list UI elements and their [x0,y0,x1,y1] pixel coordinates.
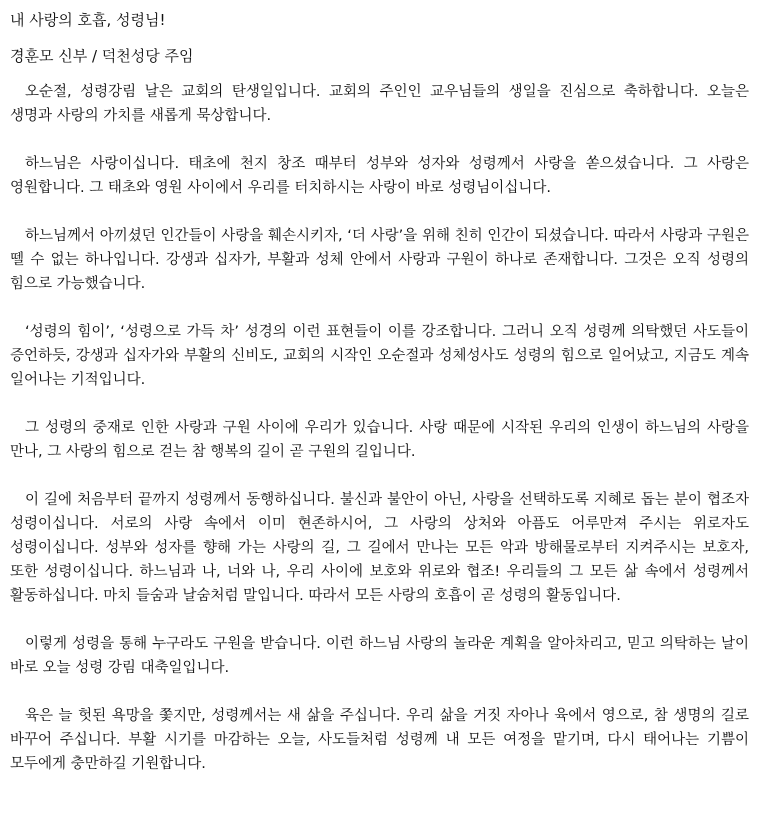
paragraph-5: 그 성령의 중재로 인한 사랑과 구원 사이에 우리가 있습니다. 사랑 때문에 시작된 우리의 인생이 하느님의 사랑을 만나, 그 사랑의 힘으로 걷는 참 행복의 길이 곧 구원의 길입니다. [10,420,749,460]
paragraph-7: 이렇게 성령을 통해 누구라도 구원을 받습니다. 이런 하느님 사랑의 놀라운 계획을 알아차리고, 믿고 의탁하는 날이 바로 오늘 성령 강림 대축일입니다. [10,636,749,676]
paragraph-2: 하느님은 사랑이십니다. 태초에 천지 창조 때부터 성부와 성자와 성령께서 사랑을 쏟으셨습니다. 그 사랑은 영원합니다. 그 태초와 영원 사이에서 우리를 터치하시는 사랑이 바로 성령님이십니다. [10,156,749,196]
article-author: 경훈모 신부 / 덕천성당 주임 [10,47,194,65]
paragraph-1: 오순절, 성령강림 날은 교회의 탄생일입니다. 교회의 주인인 교우님들의 생일을 진심으로 축하합니다. 오늘은 생명과 사랑의 가치를 새롭게 묵상합니다. [10,84,749,124]
paragraph-4: ‘성령의 힘이’, ‘성령으로 가득 차’ 성경의 이런 표현들이 이를 강조합니다. 그러니 오직 성령께 의탁했던 사도들이 증언하듯, 강생과 십자가와 부활의 신비도, 교회의 시작인 오순절과 성체성사도 성령의 힘으로 일어났고, 지금도 계속 일어나는 기적입니다. [10,324,749,388]
paragraph-8: 육은 늘 헛된 욕망을 쫓지만, 성령께서는 새 삶을 주십니다. 우리 삶을 거짓 자아나 육에서 영으로, 참 생명의 길로 바꾸어 주십니다. 부활 시기를 마감하는 오늘, 사도들처럼 성령께 내 모든 여정을 맡기며, 다시 태어나는 기쁨이 모두에게 충만하길 기원합니다. [10,708,749,772]
article-body [10,80,749,776]
article-title: 내 사랑의 호흡, 성령님! [10,11,166,29]
paragraph-3: 하느님께서 아끼셨던 인간들이 사랑을 훼손시키자, ‘더 사랑’을 위해 친히 인간이 되셨습니다. 따라서 사랑과 구원은 뗄 수 없는 하나입니다. 강생과 십자가, 부활과 성체 안에서 사랑과 구원이 하나로 존재합니다. 그것은 오직 성령의 힘으로 가능했습니다. [10,228,749,292]
paragraph-6: 이 길에 처음부터 끝까지 성령께서 동행하십니다. 불신과 불안이 아닌, 사랑을 선택하도록 지혜로 돕는 분이 협조자 성령이십니다. 서로의 사랑 속에서 이미 현존하시어, 그 사랑의 상처와 아픔도 어루만져 주시는 위로자도 성령이십니다. 성부와 성자를 향해 가는 사랑의 길, 그 길에서 만나는 모든 악과 방해물로부터 지켜주시는 보호자, 또한 성령이십니다. 하느님과 나, 너와 나, 우리 사이에 보호와 위로와 협조! 우리들의 그 모든 삶 속에서 성령께서 활동하십니다. 마치 들숨과 날숨처럼 말입니다. 따라서 모든 사랑의 호흡이 곧 성령의 활동입니다. [10,492,749,604]
